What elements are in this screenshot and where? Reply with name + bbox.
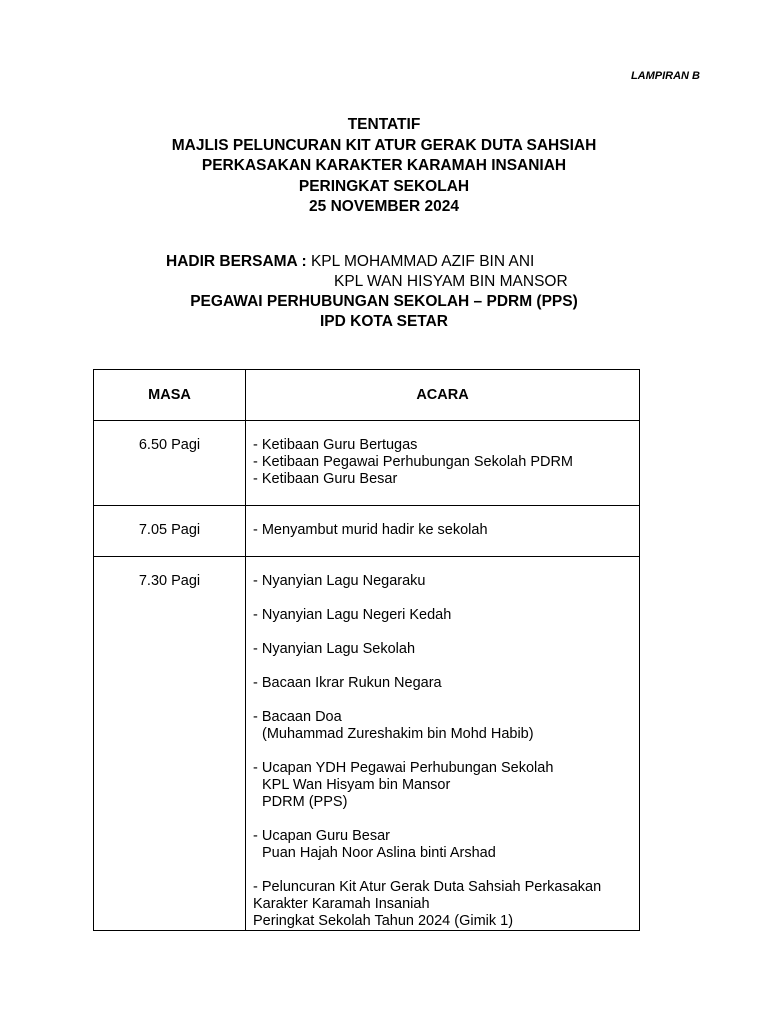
acara-line: Puan Hajah Noor Aslina binti Arshad: [262, 845, 496, 861]
header-acara: ACARA: [246, 370, 640, 421]
table-row: [94, 557, 640, 931]
masa-cell: 7.30 Pagi: [94, 557, 246, 931]
hadir-row: [166, 252, 534, 272]
acara-cell: [246, 557, 640, 931]
org-line: PEGAWAI PERHUBUNGAN SEKOLAH – PDRM (PPS): [190, 293, 578, 310]
title-line: TENTATIF: [347, 116, 421, 133]
acara-line: (Muhammad Zureshakim bin Mohd Habib): [262, 726, 534, 742]
hadir-name-1: KPL MOHAMMAD AZIF BIN ANI: [310, 253, 535, 270]
acara-item: [253, 879, 633, 930]
acara-item: [253, 675, 633, 692]
acara-line: - Menyambut murid hadir ke sekolah: [253, 522, 488, 538]
hadir-name-2: KPL WAN HISYAM BIN MANSOR: [334, 273, 568, 290]
acara-line: - Bacaan Ikrar Rukun Negara: [253, 675, 442, 691]
acara-line: - Nyanyian Lagu Sekolah: [253, 641, 416, 657]
masa-cell: 6.50 Pagi: [94, 421, 246, 506]
header-masa: MASA: [94, 370, 246, 421]
title-line: MAJLIS PELUNCURAN KIT ATUR GERAK DUTA SAHSIAH: [171, 136, 597, 154]
title-line: PERINGKAT SEKOLAH: [298, 177, 470, 195]
acara-item: [253, 709, 633, 743]
acara-item: [253, 641, 633, 658]
acara-line: KPL Wan Hisyam bin Mansor: [262, 777, 451, 793]
table-row: [94, 421, 640, 506]
acara-item: [253, 607, 633, 624]
acara-line: Peringkat Sekolah Tahun 2024 (Gimik 1): [253, 913, 514, 929]
title-line: 25 NOVEMBER 2024: [309, 198, 459, 215]
org-block: [0, 292, 768, 332]
acara-line: - Ketibaan Pegawai Perhubungan Sekolah PDRM: [253, 454, 574, 470]
acara-line: - Ketibaan Guru Besar: [253, 471, 398, 487]
lampiran-label: LAMPIRAN B: [630, 70, 700, 82]
org-line: IPD KOTA SETAR: [319, 313, 449, 330]
acara-item: [253, 573, 633, 590]
acara-line: - Ucapan Guru Besar: [253, 828, 391, 844]
acara-line: - Bacaan Doa: [253, 709, 342, 725]
table-header-row: [94, 370, 640, 421]
title-block: [0, 115, 768, 218]
table-row: [94, 506, 640, 557]
masa-cell: 7.05 Pagi: [94, 506, 246, 557]
acara-cell: [246, 506, 640, 557]
acara-item: [253, 437, 633, 488]
acara-line: - Ketibaan Guru Bertugas: [253, 437, 418, 453]
acara-cell: [246, 421, 640, 506]
acara-line: - Ucapan YDH Pegawai Perhubungan Sekolah: [253, 760, 554, 776]
acara-item: [253, 760, 633, 811]
acara-line: - Nyanyian Lagu Negaraku: [253, 573, 426, 589]
acara-line: PDRM (PPS): [262, 794, 348, 810]
acara-line: - Peluncuran Kit Atur Gerak Duta Sahsiah Perkasakan: [253, 879, 602, 895]
acara-line: - Nyanyian Lagu Negeri Kedah: [253, 607, 452, 623]
schedule-table: [93, 369, 640, 931]
hadir-label: HADIR BERSAMA :: [166, 253, 307, 270]
title-line: PERKASAKAN KARAKTER KARAMAH INSANIAH: [201, 157, 567, 174]
acara-line: Karakter Karamah Insaniah: [253, 896, 430, 912]
acara-item: [253, 828, 633, 862]
